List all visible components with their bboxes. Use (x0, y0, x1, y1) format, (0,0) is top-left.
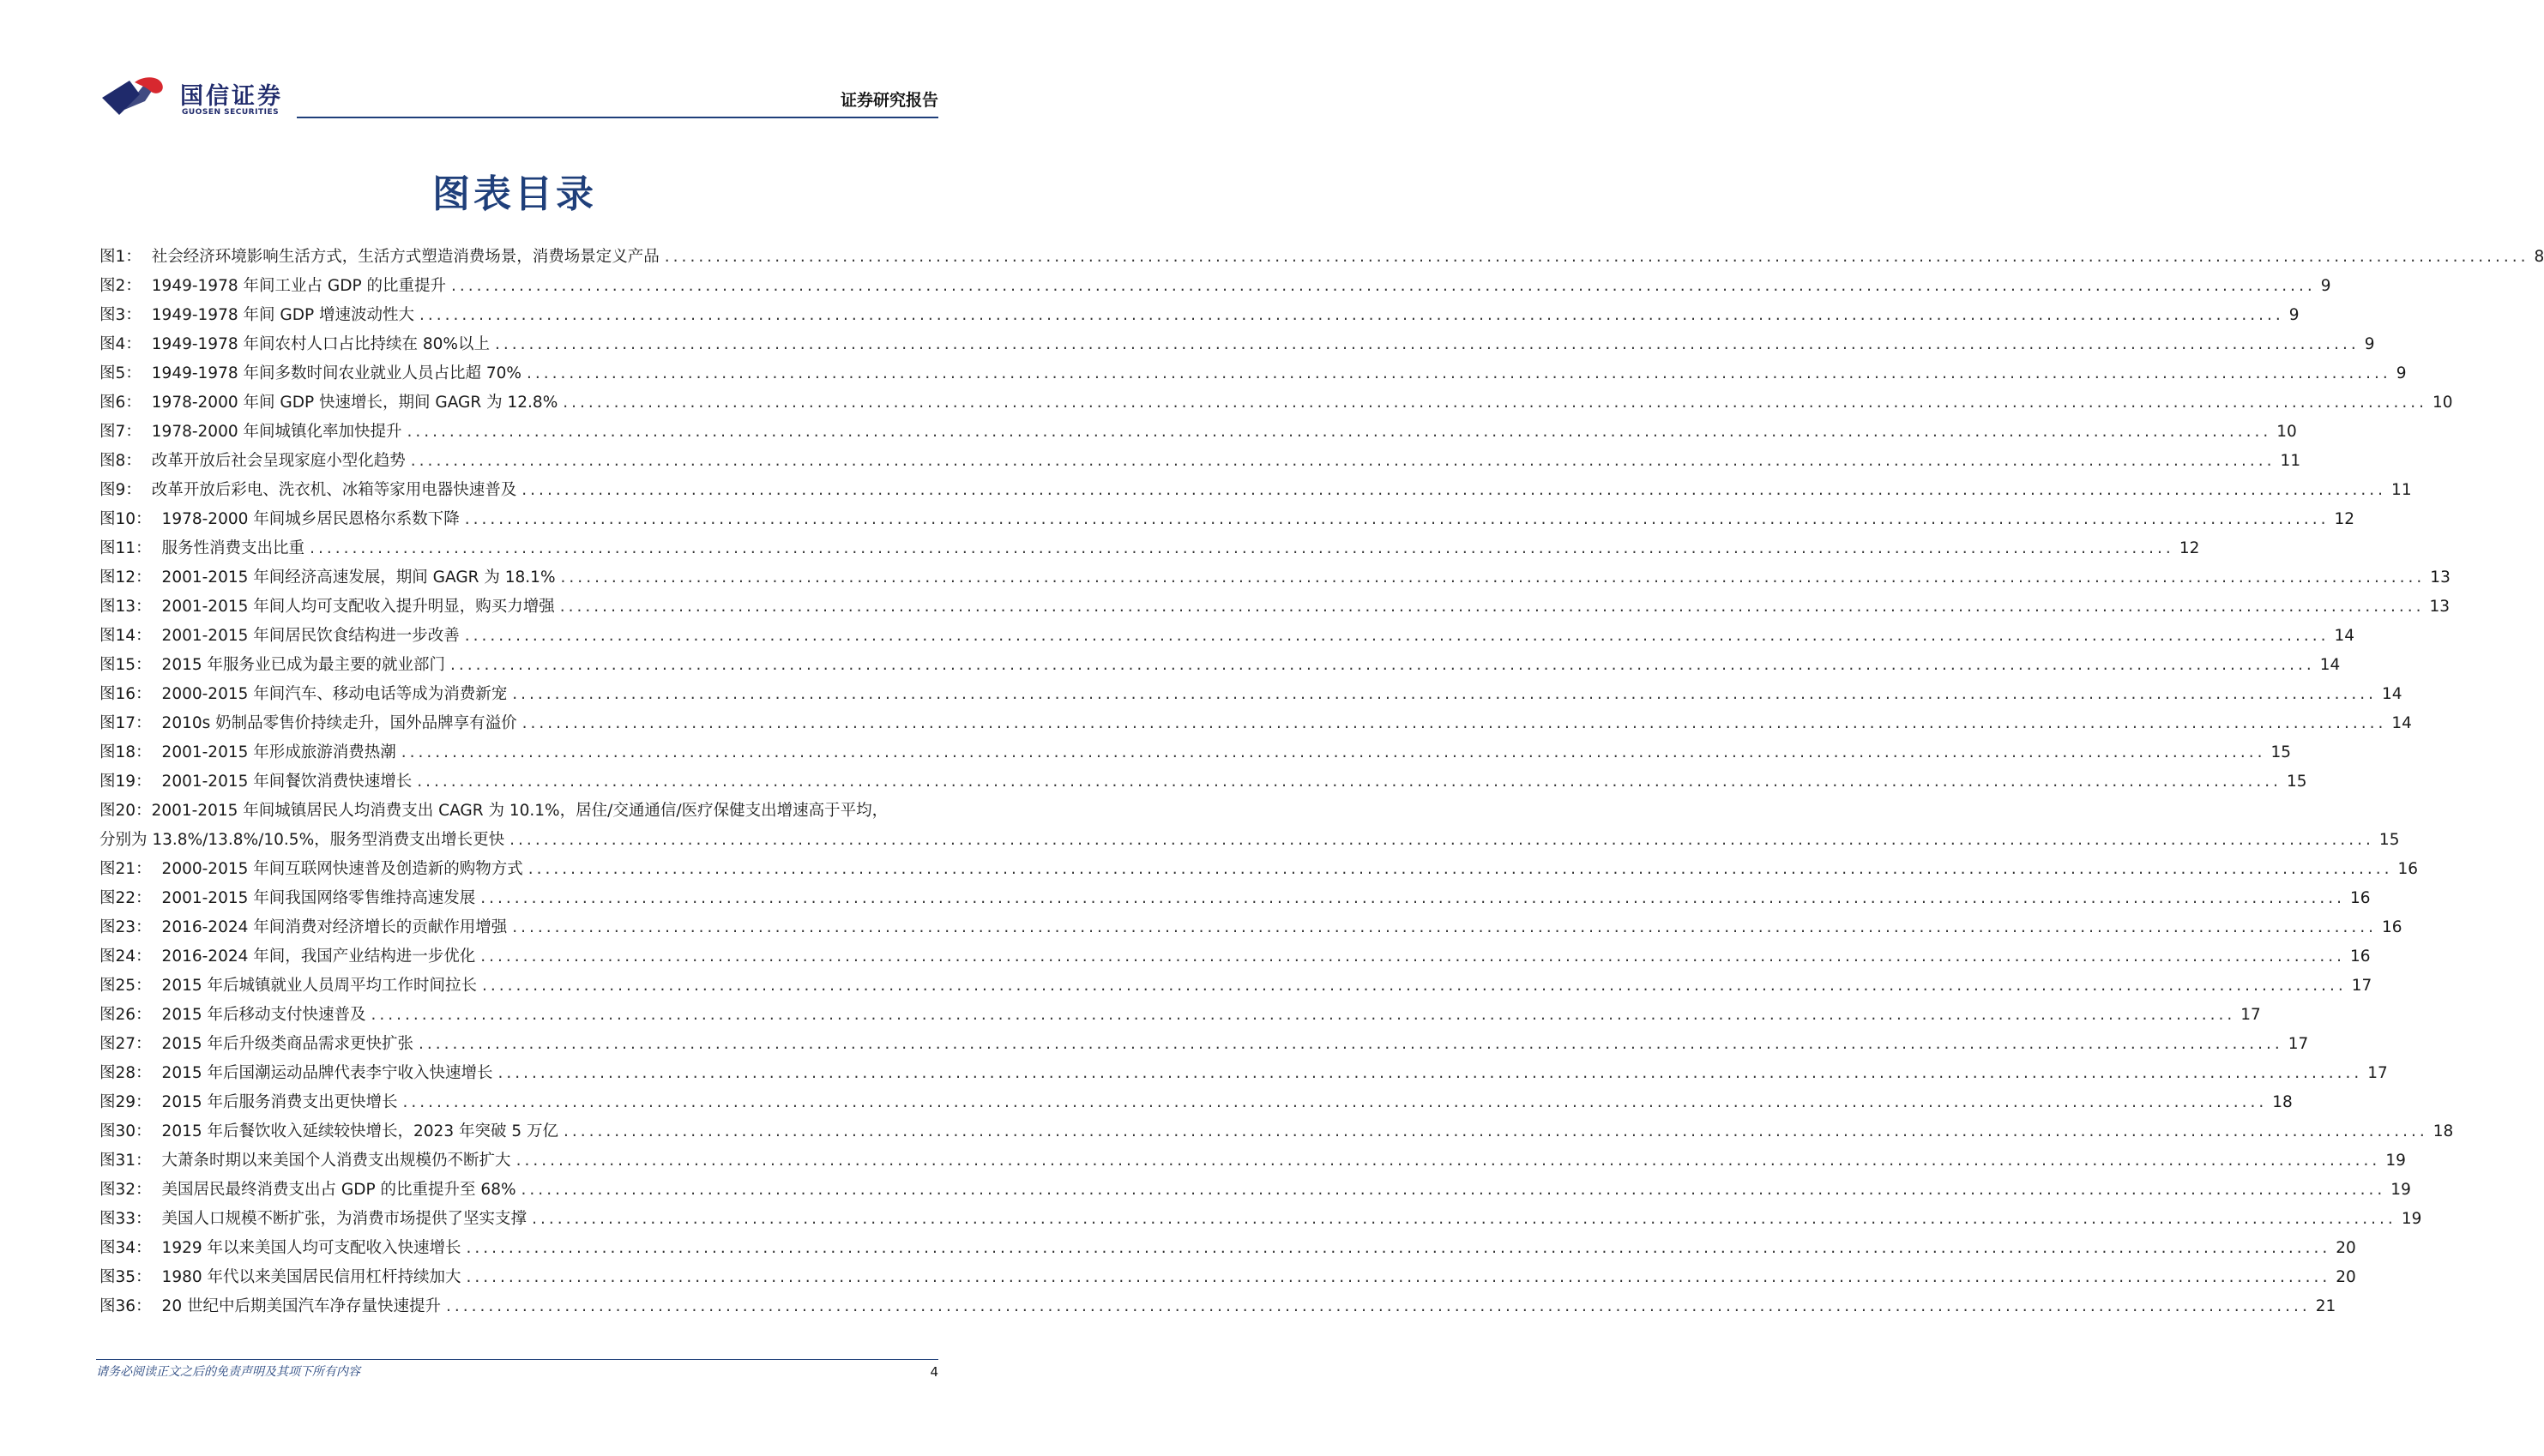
toc-entry-title: 1978-2000 年间 GDP 快速增长，期间 GAGR 为 12.8% (151, 394, 558, 412)
toc-entry-label: 图18： (99, 743, 152, 761)
toc-entry[interactable] (99, 476, 2412, 505)
toc-entry[interactable] (99, 942, 2371, 972)
toc-entry-label: 图16： (99, 685, 152, 703)
toc-entry-page: 15 (2378, 831, 2400, 849)
toc-entry-title: 改革开放后彩电、洗衣机、冰箱等家用电器快速普及 (151, 481, 517, 499)
toc-dot-leader: ............................................................................................................................................................................................................................ (417, 773, 2282, 791)
toc-entry[interactable] (99, 534, 2200, 563)
toc-entry-label: 图17： (99, 714, 152, 732)
toc-entry[interactable] (99, 797, 2400, 855)
toc-dot-leader: ............................................................................................................................................................................................................................ (407, 423, 2272, 441)
toc-dot-leader: ............................................................................................................................................................................................................................ (515, 1152, 2381, 1170)
toc-entry-title: 2015 年后服务消费支出更快增长 (161, 1093, 398, 1111)
toc-entry-page: 9 (2288, 306, 2300, 324)
toc-entry[interactable] (99, 855, 2419, 884)
toc-entry-label: 图29： (99, 1093, 152, 1111)
toc-entry-page: 11 (2391, 481, 2412, 499)
toc-entry-page: 16 (2382, 918, 2402, 936)
toc-dot-leader: ............................................................................................................................................................................................................................ (559, 598, 2425, 616)
toc-entry-page: 17 (2367, 1064, 2388, 1082)
toc-entry-page: 21 (2315, 1297, 2336, 1315)
toc-dot-leader: ............................................................................................................................................................................................................................ (664, 248, 2529, 266)
toc-entry-label: 图33： (99, 1210, 152, 1228)
toc-entry-title: 1949-1978 年间工业占 GDP 的比重提升 (151, 277, 446, 295)
logo-name-cn: 国信证券 (180, 83, 283, 110)
toc-entry-page: 8 (2534, 248, 2544, 266)
guosen-logo (100, 72, 298, 123)
toc-entry-label: 图2： (99, 277, 142, 295)
toc-entry-title: 1949-1978 年间 GDP 增速波动性大 (151, 306, 414, 324)
toc-entry-title: 2001-2015 年间餐饮消费快速增长 (161, 773, 413, 791)
toc-entry-title-continued: 分别为 13.8%/13.8%/10.5%，服务型消费支出增长更快 (99, 831, 505, 849)
toc-entry-title: 1949-1978 年间多数时间农业就业人员占比超 70% (151, 364, 522, 382)
toc-entry-page: 13 (2429, 598, 2451, 616)
toc-entry[interactable] (99, 1263, 2356, 1292)
toc-dot-leader: ............................................................................................................................................................................................................................ (410, 452, 2276, 470)
toc-entry-title: 2015 年后城镇就业人员周平均工作时间拉长 (161, 977, 478, 995)
toc-dot-leader: ............................................................................................................................................................................................................................ (451, 277, 2316, 295)
toc-entry-title: 大萧条时期以来美国个人消费支出规模仍不断扩大 (161, 1152, 511, 1170)
toc-entry-label: 图13： (99, 598, 152, 616)
toc-entry-label: 图28： (99, 1064, 152, 1082)
toc-entry-title: 2015 年后国潮运动品牌代表李宁收入快速增长 (161, 1064, 493, 1082)
toc-entry[interactable] (99, 709, 2412, 738)
toc-entry-title: 2015 年后升级类商品需求更快扩张 (161, 1035, 414, 1053)
toc-entry-page: 14 (2391, 714, 2412, 732)
toc-entry-label: 图27： (99, 1035, 152, 1053)
toc-dot-leader: ............................................................................................................................................................................................................................ (512, 918, 2378, 936)
toc-entry-title: 服务性消费支出比重 (161, 539, 305, 557)
toc-dot-leader: ............................................................................................................................................................................................................................ (560, 569, 2426, 587)
toc-entry-label: 图10： (99, 510, 152, 528)
toc-entry[interactable] (99, 1059, 2388, 1088)
toc-dot-leader: ............................................................................................................................................................................................................................ (521, 1181, 2386, 1199)
toc-entry-page: 18 (2272, 1093, 2293, 1111)
toc-entry[interactable] (99, 767, 2307, 797)
toc-entry-title: 2000-2015 年间汽车、移动电话等成为消费新宠 (161, 685, 508, 703)
toc-entry-page: 13 (2430, 569, 2451, 587)
toc-entry[interactable] (99, 651, 2341, 680)
toc-entry-page: 16 (2350, 948, 2371, 966)
toc-entry-title: 2015 年后移动支付快速普及 (161, 1006, 366, 1024)
toc-entry-page: 14 (2334, 627, 2355, 645)
toc-entry[interactable] (99, 505, 2355, 534)
toc-entry-page: 9 (2396, 364, 2407, 382)
toc-entry-page: 10 (2432, 394, 2453, 412)
toc-entry-page: 16 (2397, 860, 2419, 878)
toc-entry-label: 图9： (99, 481, 142, 499)
toc-entry-page: 15 (2287, 773, 2307, 791)
footer-divider (96, 1359, 938, 1360)
logo-name-en: GUOSEN SECURITIES (182, 108, 280, 117)
toc-dot-leader: ............................................................................................................................................................................................................................ (371, 1006, 2236, 1024)
toc-entry-title: 社会经济环境影响生活方式，生活方式塑造消费场景，消费场景定义产品 (151, 248, 660, 266)
toc-entry-title: 美国居民最终消费支出占 GDP 的比重提升至 68% (161, 1181, 516, 1199)
toc-entry-label: 图5： (99, 364, 142, 382)
toc-entry-title: 2001-2015 年间城镇居民人均消费支出 CAGR 为 10.1%，居住/交通通信/医疗保健支出增速高于平均， (151, 802, 889, 820)
toc-entry-title: 2001-2015 年间人均可支配收入提升明显，购买力增强 (161, 598, 555, 616)
toc-dot-leader: ............................................................................................................................................................................................................................ (512, 685, 2378, 703)
toc-entry-page: 19 (2401, 1210, 2422, 1228)
toc-entry[interactable] (99, 1176, 2411, 1205)
toc-entry-label: 图36： (99, 1297, 152, 1315)
toc-entry[interactable] (99, 913, 2402, 942)
toc-entry[interactable] (99, 1030, 2309, 1059)
toc-entry-title: 1980 年代以来美国居民信用杠杆持续加大 (161, 1268, 461, 1286)
guosen-logo-mark-icon (100, 75, 172, 120)
toc-entry-label: 图4： (99, 335, 142, 353)
toc-entry[interactable] (99, 884, 2371, 913)
toc-entry-label: 图23： (99, 918, 152, 936)
toc-entry[interactable] (99, 243, 2544, 272)
toc-entry-label: 图20： (99, 802, 152, 820)
toc-dot-leader: ............................................................................................................................................................................................................................ (401, 743, 2266, 761)
report-type-label: 证券研究报告 (840, 91, 938, 110)
toc-entry-label: 图25： (99, 977, 152, 995)
toc-entry-label: 图6： (99, 394, 142, 412)
toc-dot-leader: ............................................................................................................................................................................................................................ (497, 1064, 2363, 1082)
toc-dot-leader: ............................................................................................................................................................................................................................ (466, 1268, 2331, 1286)
toc-entry-line2 (99, 826, 2400, 855)
toc-entry[interactable] (99, 447, 2301, 476)
toc-entry-label: 图30： (99, 1122, 152, 1140)
toc-entry[interactable] (99, 388, 2453, 418)
toc-entry-page: 17 (2351, 977, 2372, 995)
toc-entry-title: 2015 年服务业已成为最主要的就业部门 (161, 656, 446, 674)
page-title: 图表目录 (432, 172, 597, 216)
toc-entry-title: 2001-2015 年形成旅游消费热潮 (161, 743, 396, 761)
toc-dot-leader: ............................................................................................................................................................................................................................ (527, 860, 2393, 878)
toc-entry[interactable] (99, 359, 2407, 388)
toc-entry-label: 图26： (99, 1006, 152, 1024)
toc-entry-label: 图24： (99, 948, 152, 966)
toc-entry[interactable] (99, 301, 2300, 330)
toc-dot-leader: ............................................................................................................................................................................................................................ (464, 627, 2330, 645)
figure-table-of-contents (99, 243, 2544, 1321)
toc-dot-leader: ............................................................................................................................................................................................................................ (464, 510, 2330, 528)
toc-entry-label: 图7： (99, 423, 142, 441)
toc-entry[interactable] (99, 1117, 2454, 1146)
toc-entry-page: 10 (2276, 423, 2297, 441)
toc-dot-leader: ............................................................................................................................................................................................................................ (521, 481, 2387, 499)
toc-dot-leader: ............................................................................................................................................................................................................................ (564, 1122, 2428, 1140)
toc-entry-title: 2016-2024 年间，我国产业结构进一步优化 (161, 948, 476, 966)
toc-dot-leader: ............................................................................................................................................................................................................................ (509, 831, 2374, 849)
toc-entry[interactable] (99, 1234, 2356, 1263)
toc-entry[interactable] (99, 1001, 2261, 1030)
toc-entry-title: 2010s 奶制品零售价持续走升，国外品牌享有溢价 (161, 714, 517, 732)
toc-entry[interactable] (99, 593, 2451, 622)
header-divider (297, 117, 938, 118)
toc-dot-leader: ............................................................................................................................................................................................................................ (521, 714, 2387, 732)
toc-dot-leader: ............................................................................................................................................................................................................................ (310, 539, 2174, 557)
toc-entry[interactable] (99, 1292, 2336, 1321)
toc-entry-label: 图31： (99, 1152, 152, 1170)
toc-dot-leader: ............................................................................................................................................................................................................................ (466, 1239, 2331, 1257)
toc-entry-label: 图12： (99, 569, 152, 587)
toc-dot-leader: ............................................................................................................................................................................................................................ (419, 1035, 2283, 1053)
toc-entry-label: 图35： (99, 1268, 152, 1286)
toc-entry-title: 1949-1978 年间农村人口占比持续在 80%以上 (151, 335, 491, 353)
toc-entry-label: 图1： (99, 248, 142, 266)
page-header (0, 0, 1029, 124)
toc-entry-title: 2001-2015 年间我国网络零售维持高速发展 (161, 889, 476, 907)
toc-dot-leader: ............................................................................................................................................................................................................................ (532, 1210, 2396, 1228)
toc-entry-title: 2001-2015 年间居民饮食结构进一步改善 (161, 627, 460, 645)
toc-dot-leader: ............................................................................................................................................................................................................................ (480, 948, 2346, 966)
toc-entry-label: 图8： (99, 452, 142, 470)
toc-entry-page: 18 (2432, 1122, 2454, 1140)
toc-entry-label: 图15： (99, 656, 152, 674)
toc-entry[interactable] (99, 1146, 2406, 1176)
toc-entry-label: 图22： (99, 889, 152, 907)
toc-entry-title: 2001-2015 年间经济高速发展，期间 GAGR 为 18.1% (161, 569, 556, 587)
toc-dot-leader: ............................................................................................................................................................................................................................ (480, 889, 2346, 907)
toc-dot-leader: ............................................................................................................................................................................................................................ (445, 1297, 2311, 1315)
toc-entry-page: 14 (2319, 656, 2341, 674)
toc-dot-leader: ............................................................................................................................................................................................................................ (563, 394, 2428, 412)
toc-entry[interactable] (99, 1205, 2422, 1234)
toc-entry-title: 20 世纪中后期美国汽车净存量快速提升 (161, 1297, 441, 1315)
toc-entry-page: 19 (2385, 1152, 2406, 1170)
toc-entry[interactable] (99, 738, 2292, 767)
toc-entry-page: 20 (2336, 1268, 2356, 1286)
toc-entry-page: 19 (2390, 1181, 2411, 1199)
toc-entry-page: 14 (2382, 685, 2402, 703)
toc-entry-title: 1978-2000 年间城镇化率加快提升 (151, 423, 402, 441)
toc-entry-label: 图14： (99, 627, 152, 645)
toc-entry-page: 20 (2336, 1239, 2356, 1257)
toc-entry-page: 12 (2334, 510, 2355, 528)
toc-entry-label: 图34： (99, 1239, 152, 1257)
toc-entry[interactable] (99, 563, 2451, 593)
toc-entry-page: 15 (2270, 743, 2292, 761)
toc-entry-line1 (99, 797, 938, 826)
toc-entry-page: 17 (2288, 1035, 2309, 1053)
toc-entry-page: 9 (2320, 277, 2331, 295)
toc-entry[interactable] (99, 972, 2372, 1001)
toc-dot-leader: ............................................................................................................................................................................................................................ (450, 656, 2315, 674)
toc-entry-title: 2000-2015 年间互联网快速普及创造新的购物方式 (161, 860, 523, 878)
toc-entry-label: 图21： (99, 860, 152, 878)
toc-entry-title: 改革开放后社会呈现家庭小型化趋势 (151, 452, 406, 470)
toc-entry-page: 16 (2350, 889, 2371, 907)
toc-entry[interactable] (99, 330, 2375, 359)
toc-entry-title: 1929 年以来美国人均可支配收入快速增长 (161, 1239, 461, 1257)
toc-entry-title: 2016-2024 年间消费对经济增长的贡献作用增强 (161, 918, 508, 936)
toc-entry-label: 图19： (99, 773, 152, 791)
toc-entry-page: 9 (2364, 335, 2375, 353)
toc-entry[interactable] (99, 680, 2402, 709)
footer-disclaimer: 请务必阅读正文之后的免责声明及其项下所有内容 (96, 1365, 360, 1379)
toc-entry-title: 1978-2000 年间城乡居民恩格尔系数下降 (161, 510, 460, 528)
toc-entry-label: 图3： (99, 306, 142, 324)
page-number: 4 (930, 1364, 938, 1380)
toc-entry-title: 2015 年后餐饮收入延续较快增长，2023 年突破 5 万亿 (161, 1122, 559, 1140)
toc-entry-page: 11 (2280, 452, 2301, 470)
toc-dot-leader: ............................................................................................................................................................................................................................ (419, 306, 2284, 324)
toc-entry[interactable] (99, 622, 2355, 651)
toc-entry-page: 12 (2179, 539, 2200, 557)
toc-entry[interactable] (99, 1088, 2293, 1117)
toc-dot-leader: ............................................................................................................................................................................................................................ (402, 1093, 2268, 1111)
toc-entry-label: 图32： (99, 1181, 152, 1199)
toc-dot-leader: ............................................................................................................................................................................................................................ (527, 364, 2391, 382)
toc-entry[interactable] (99, 272, 2331, 301)
toc-dot-leader: ............................................................................................................................................................................................................................ (482, 977, 2347, 995)
toc-entry-page: 17 (2240, 1006, 2261, 1024)
toc-entry-label: 图11： (99, 539, 152, 557)
toc-entry-title: 美国人口规模不断扩张，为消费市场提供了坚实支撑 (161, 1210, 527, 1228)
toc-dot-leader: ............................................................................................................................................................................................................................ (495, 335, 2360, 353)
toc-entry[interactable] (99, 418, 2297, 447)
